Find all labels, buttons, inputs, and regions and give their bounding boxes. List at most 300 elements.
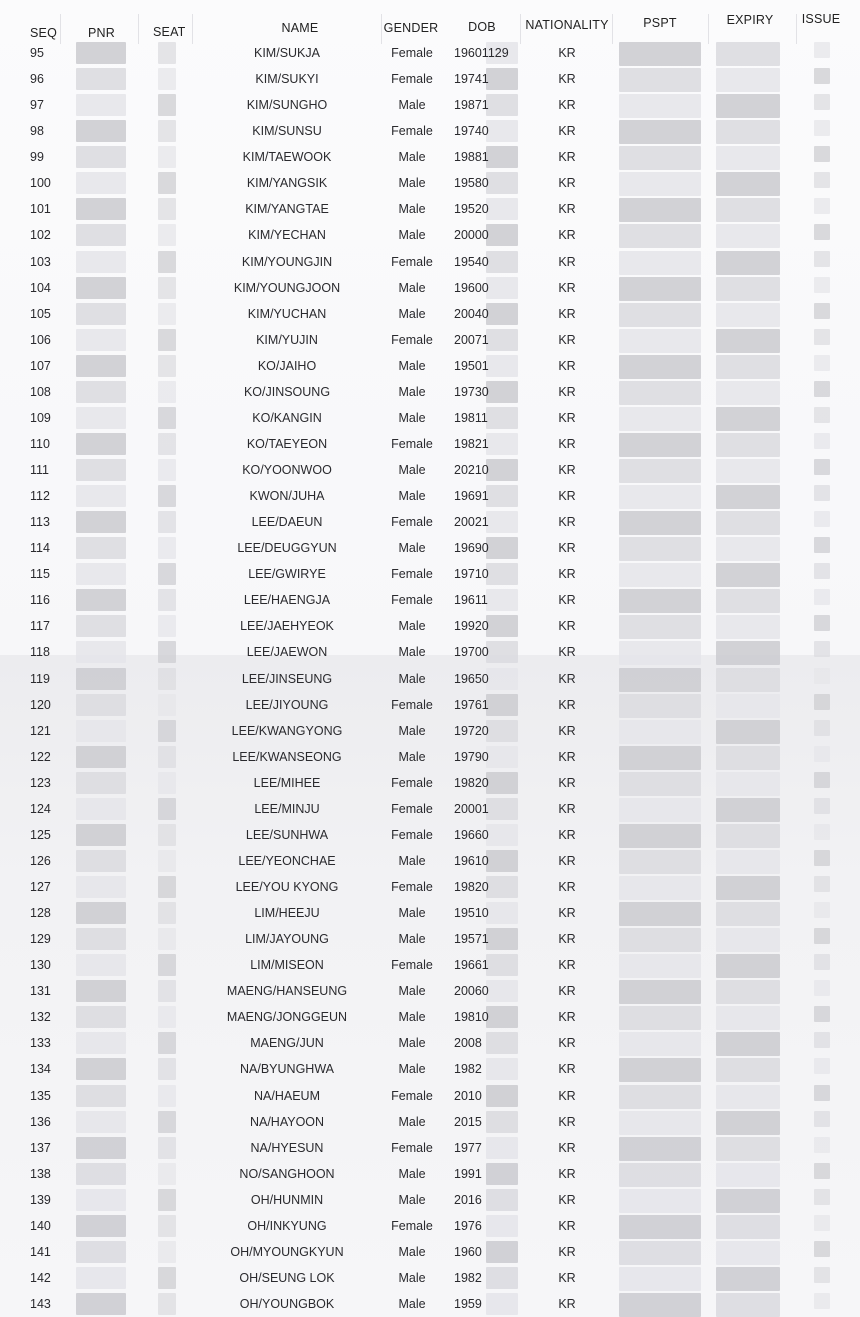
nationality-cell: KR xyxy=(558,463,576,477)
header-seat: SEAT xyxy=(153,25,186,39)
gender-cell: Male xyxy=(398,1244,426,1259)
nationality-cell: KR xyxy=(558,1192,576,1207)
name-cell: LEE/DEUGGYUN xyxy=(237,541,337,556)
nationality-cell: KR xyxy=(558,1010,576,1025)
seq-cell: 97 xyxy=(30,98,44,113)
nationality-cell: KR xyxy=(558,280,576,295)
gender-cell: Male xyxy=(398,1192,426,1207)
dob-cell: 1960 xyxy=(454,1244,482,1259)
nationality-cell: KR xyxy=(558,593,576,608)
name-cell: LEE/JIYOUNG xyxy=(245,697,329,712)
nationality-cell: KR xyxy=(558,671,576,686)
table-row xyxy=(0,202,860,222)
name-cell: KO/TAEYEON xyxy=(246,436,328,451)
seq-cell: 131 xyxy=(30,984,51,999)
dob-cell: 19650 xyxy=(454,671,489,686)
header-issue: ISSUE xyxy=(801,12,841,26)
seq-cell: 114 xyxy=(30,541,50,556)
name-cell: OH/YOUNGBOK xyxy=(239,1297,335,1311)
nationality-cell: KR xyxy=(558,436,576,451)
gender-cell: Male xyxy=(398,306,426,321)
nationality-cell: KR xyxy=(558,723,576,738)
seq-cell: 107 xyxy=(30,358,51,373)
gender-cell: Female xyxy=(391,1088,433,1103)
nationality-cell: KR xyxy=(558,1244,576,1259)
table-row xyxy=(0,880,860,900)
name-cell: LEE/KWANGYONG xyxy=(231,723,343,738)
gender-cell: Male xyxy=(398,932,426,947)
dob-cell: 19691 xyxy=(454,489,489,504)
gender-cell: Male xyxy=(398,1036,426,1051)
name-cell: KO/JINSOUNG xyxy=(243,384,331,399)
table-row xyxy=(0,854,860,874)
nationality-cell: KR xyxy=(558,801,576,816)
table-row xyxy=(0,1297,860,1317)
gender-cell: Male xyxy=(398,463,426,477)
seq-cell: 102 xyxy=(30,228,51,243)
name-cell: KWON/JUHA xyxy=(249,489,325,504)
table-row xyxy=(0,255,860,275)
nationality-cell: KR xyxy=(558,384,576,399)
table-row xyxy=(0,724,860,744)
name-cell: KIM/SUKYI xyxy=(255,72,319,87)
table-row xyxy=(0,150,860,170)
nationality-cell: KR xyxy=(558,1140,576,1155)
seq-cell: 101 xyxy=(30,202,51,217)
table-row xyxy=(0,411,860,431)
nationality-cell: KR xyxy=(558,176,576,191)
gender-cell: Male xyxy=(398,1010,426,1025)
name-cell: KIM/TAEWOOK xyxy=(242,150,332,165)
gender-cell: Female xyxy=(391,46,433,60)
seq-cell: 135 xyxy=(30,1088,51,1103)
nationality-cell: KR xyxy=(558,1114,576,1129)
table-row xyxy=(0,281,860,301)
gender-cell: Male xyxy=(398,984,426,999)
gender-cell: Male xyxy=(398,280,426,295)
gender-cell: Female xyxy=(391,72,433,87)
dob-cell: 19811 xyxy=(454,410,488,425)
seq-cell: 124 xyxy=(30,801,51,816)
name-cell: LEE/YEONCHAE xyxy=(238,853,336,868)
dob-cell: 1991 xyxy=(454,1166,482,1181)
seq-cell: 112 xyxy=(30,489,50,504)
dob-cell: 19690 xyxy=(454,541,489,556)
nationality-cell: KR xyxy=(558,202,576,217)
table-row xyxy=(0,593,860,613)
name-cell: KIM/YUJIN xyxy=(256,332,318,347)
dob-cell: 1982 xyxy=(454,1062,482,1077)
dob-cell: 20001 xyxy=(454,801,489,816)
table-row xyxy=(0,437,860,457)
gender-cell: Male xyxy=(398,853,426,868)
dob-cell: 1977 xyxy=(454,1140,482,1155)
table-row xyxy=(0,333,860,353)
table-row xyxy=(0,176,860,196)
dob-cell: 20040 xyxy=(454,306,489,321)
name-cell: NA/HAEUM xyxy=(254,1088,320,1103)
gender-cell: Male xyxy=(398,723,426,738)
name-cell: LEE/HAENGJA xyxy=(243,593,331,608)
name-cell: LEE/MINJU xyxy=(254,801,320,816)
dob-cell: 19740 xyxy=(454,124,489,139)
seq-cell: 126 xyxy=(30,853,51,868)
nationality-cell: KR xyxy=(558,46,576,60)
nationality-cell: KR xyxy=(558,410,576,425)
dob-cell: 19610 xyxy=(454,853,489,868)
column-divider xyxy=(612,14,613,44)
dob-cell: 20021 xyxy=(454,515,489,530)
table-row xyxy=(0,906,860,926)
seq-cell: 133 xyxy=(30,1036,51,1051)
dob-cell: 1976 xyxy=(454,1218,482,1233)
column-divider xyxy=(796,14,797,44)
seq-cell: 121 xyxy=(30,723,51,738)
dob-cell: 19520 xyxy=(454,202,489,217)
table-row xyxy=(0,46,860,66)
name-cell: LEE/JAEWON xyxy=(246,645,328,660)
gender-cell: Female xyxy=(391,254,433,269)
nationality-cell: KR xyxy=(558,958,576,973)
seq-cell: 99 xyxy=(30,150,44,165)
gender-cell: Male xyxy=(398,671,426,686)
name-cell: OH/INKYUNG xyxy=(247,1218,327,1233)
gender-cell: Male xyxy=(398,150,426,165)
gender-cell: Female xyxy=(391,567,433,582)
gender-cell: Male xyxy=(398,906,426,921)
name-cell: KO/KANGIN xyxy=(252,410,322,425)
dob-cell: 19600 xyxy=(454,280,489,295)
seq-cell: 98 xyxy=(30,124,44,139)
header-pnr: PNR xyxy=(88,26,115,40)
name-cell: MAENG/JONGGEUN xyxy=(226,1010,348,1025)
nationality-cell: KR xyxy=(558,1166,576,1181)
table-row xyxy=(0,385,860,405)
table-row xyxy=(0,463,860,483)
seq-cell: 127 xyxy=(30,880,51,894)
gender-cell: Female xyxy=(391,775,433,790)
seq-cell: 138 xyxy=(30,1166,51,1181)
gender-cell: Male xyxy=(398,202,426,217)
table-row xyxy=(0,567,860,587)
name-cell: NA/HYESUN xyxy=(250,1140,324,1155)
nationality-cell: KR xyxy=(558,697,576,712)
column-divider xyxy=(708,14,709,44)
nationality-cell: KR xyxy=(558,306,576,321)
name-cell: LEE/DAEUN xyxy=(251,515,323,530)
table-row xyxy=(0,1245,860,1265)
dob-cell: 19510 xyxy=(454,906,489,921)
nationality-cell: KR xyxy=(558,98,576,113)
nationality-cell: KR xyxy=(558,827,576,842)
seq-cell: 141 xyxy=(30,1244,51,1259)
name-cell: KO/JAIHO xyxy=(257,358,317,373)
table-row xyxy=(0,776,860,796)
nationality-cell: KR xyxy=(558,1297,576,1311)
table-row xyxy=(0,1271,860,1291)
seq-cell: 139 xyxy=(30,1192,51,1207)
gender-cell: Female xyxy=(391,1218,433,1233)
nationality-cell: KR xyxy=(558,932,576,947)
header-expiry: EXPIRY xyxy=(726,13,774,27)
seq-cell: 110 xyxy=(30,436,50,451)
name-cell: KIM/SUNSU xyxy=(252,124,322,139)
table-row xyxy=(0,1010,860,1030)
seq-cell: 108 xyxy=(30,384,51,399)
nationality-cell: KR xyxy=(558,254,576,269)
table-row xyxy=(0,489,860,509)
nationality-cell: KR xyxy=(558,124,576,139)
seq-cell: 123 xyxy=(30,775,51,790)
header-gender: GENDER xyxy=(383,21,439,35)
gender-cell: Female xyxy=(391,958,433,973)
seq-cell: 117 xyxy=(30,619,50,634)
table-row xyxy=(0,698,860,718)
table-row xyxy=(0,359,860,379)
nationality-cell: KR xyxy=(558,619,576,634)
name-cell: LIM/JAYOUNG xyxy=(245,932,329,947)
gender-cell: Female xyxy=(391,827,433,842)
name-cell: OH/SEUNG LOK xyxy=(239,1270,335,1285)
name-cell: NA/HAYOON xyxy=(249,1114,325,1129)
seq-cell: 119 xyxy=(30,671,50,686)
seq-cell: 142 xyxy=(30,1270,51,1285)
seq-cell: 130 xyxy=(30,958,51,973)
gender-cell: Male xyxy=(398,1270,426,1285)
header-pspt: PSPT xyxy=(643,16,677,30)
name-cell: LEE/YOU KYONG xyxy=(235,880,339,894)
seq-cell: 105 xyxy=(30,306,51,321)
dob-cell: 2010 xyxy=(454,1088,482,1103)
gender-cell: Female xyxy=(391,332,433,347)
gender-cell: Male xyxy=(398,645,426,660)
dob-cell: 19881 xyxy=(454,150,489,165)
gender-cell: Male xyxy=(398,1166,426,1181)
header-seq: SEQ xyxy=(30,26,57,40)
dob-cell: 19810 xyxy=(454,1010,489,1025)
dob-cell: 19601129 xyxy=(454,46,509,60)
dob-cell: 19920 xyxy=(454,619,489,634)
nationality-cell: KR xyxy=(558,1218,576,1233)
nationality-cell: KR xyxy=(558,332,576,347)
dob-cell: 1959 xyxy=(454,1297,482,1311)
table-row xyxy=(0,932,860,952)
dob-cell: 19501 xyxy=(454,358,489,373)
seq-cell: 136 xyxy=(30,1114,51,1129)
name-cell: KIM/YOUNGJIN xyxy=(241,254,333,269)
table-row xyxy=(0,515,860,535)
table-row xyxy=(0,984,860,1004)
dob-cell: 19571 xyxy=(454,932,489,947)
nationality-cell: KR xyxy=(558,150,576,165)
dob-cell: 19741 xyxy=(454,72,489,87)
table-row xyxy=(0,72,860,92)
gender-cell: Female xyxy=(391,1140,433,1155)
dob-cell: 19871 xyxy=(454,98,489,113)
gender-cell: Male xyxy=(398,384,426,399)
name-cell: KIM/YECHAN xyxy=(248,228,326,243)
dob-cell: 19790 xyxy=(454,749,489,764)
name-cell: KIM/YANGTAE xyxy=(245,202,329,217)
table-row xyxy=(0,958,860,978)
seq-cell: 122 xyxy=(30,749,51,764)
table-row xyxy=(0,124,860,144)
table-row xyxy=(0,228,860,248)
seq-cell: 111 xyxy=(30,463,50,477)
column-divider xyxy=(520,14,521,44)
nationality-cell: KR xyxy=(558,1036,576,1051)
seq-cell: 106 xyxy=(30,332,51,347)
seq-cell: 129 xyxy=(30,932,51,947)
nationality-cell: KR xyxy=(558,541,576,556)
name-cell: LEE/JINSEUNG xyxy=(241,671,333,686)
seq-cell: 113 xyxy=(30,515,50,530)
seq-cell: 96 xyxy=(30,72,44,87)
dob-cell: 20071 xyxy=(454,332,489,347)
dob-cell: 19580 xyxy=(454,176,489,191)
nationality-cell: KR xyxy=(558,645,576,660)
name-cell: NO/SANGHOON xyxy=(239,1166,335,1181)
table-row xyxy=(0,802,860,822)
name-cell: LEE/KWANSEONG xyxy=(232,749,342,764)
seq-cell: 125 xyxy=(30,827,51,842)
name-cell: LIM/MISEON xyxy=(250,958,324,973)
table-row xyxy=(0,1089,860,1109)
table-row xyxy=(0,645,860,665)
nationality-cell: KR xyxy=(558,984,576,999)
seq-cell: 134 xyxy=(30,1062,51,1077)
nationality-cell: KR xyxy=(558,853,576,868)
name-cell: LEE/JAEHYEOK xyxy=(240,619,334,634)
nationality-cell: KR xyxy=(558,72,576,87)
gender-cell: Female xyxy=(391,697,433,712)
gender-cell: Male xyxy=(398,1297,426,1311)
dob-cell: 19730 xyxy=(454,384,489,399)
gender-cell: Female xyxy=(391,801,433,816)
seq-cell: 95 xyxy=(30,46,44,60)
seq-cell: 140 xyxy=(30,1218,51,1233)
name-cell: NA/BYUNGHWA xyxy=(240,1062,334,1077)
name-cell: MAENG/HANSEUNG xyxy=(226,984,348,999)
dob-cell: 20060 xyxy=(454,984,489,999)
gender-cell: Male xyxy=(398,489,426,504)
dob-cell: 19710 xyxy=(454,567,489,582)
header-dob: DOB xyxy=(468,20,496,34)
seq-cell: 104 xyxy=(30,280,51,295)
gender-cell: Male xyxy=(398,749,426,764)
gender-cell: Male xyxy=(398,176,426,191)
name-cell: OH/HUNMIN xyxy=(250,1192,324,1207)
dob-cell: 20210 xyxy=(454,463,489,477)
seq-cell: 116 xyxy=(30,593,50,608)
dob-cell: 20000 xyxy=(454,228,489,243)
table-row xyxy=(0,307,860,327)
dob-cell: 19540 xyxy=(454,254,489,269)
nationality-cell: KR xyxy=(558,567,576,582)
name-cell: KIM/SUNGHO xyxy=(246,98,328,113)
nationality-cell: KR xyxy=(558,1270,576,1285)
name-cell: KO/YOONWOO xyxy=(242,463,332,477)
table-row xyxy=(0,1141,860,1161)
column-divider xyxy=(60,14,61,44)
gender-cell: Male xyxy=(398,1062,426,1077)
gender-cell: Male xyxy=(398,1114,426,1129)
gender-cell: Male xyxy=(398,98,426,113)
name-cell: KIM/YANGSIK xyxy=(246,176,328,191)
name-cell: LEE/MIHEE xyxy=(253,775,321,790)
gender-cell: Female xyxy=(391,515,433,530)
name-cell: KIM/YOUNGJOON xyxy=(233,280,341,295)
column-divider xyxy=(192,14,193,44)
dob-cell: 19761 xyxy=(454,697,489,712)
table-row xyxy=(0,672,860,692)
name-cell: LEE/GWIRYE xyxy=(248,567,326,582)
gender-cell: Male xyxy=(398,619,426,634)
dob-cell: 19820 xyxy=(454,880,489,894)
dob-cell: 19661 xyxy=(454,958,489,973)
dob-cell: 19700 xyxy=(454,645,489,660)
seq-cell: 100 xyxy=(30,176,51,191)
name-cell: MAENG/JUN xyxy=(250,1036,324,1051)
seq-cell: 128 xyxy=(30,906,51,921)
header-nationality: NATIONALITY xyxy=(525,18,609,32)
nationality-cell: KR xyxy=(558,775,576,790)
name-cell: LIM/HEEJU xyxy=(254,906,320,921)
nationality-cell: KR xyxy=(558,1062,576,1077)
table-row xyxy=(0,1167,860,1187)
seq-cell: 109 xyxy=(30,410,51,425)
table-row xyxy=(0,1219,860,1239)
dob-cell: 1982 xyxy=(454,1270,482,1285)
table-row xyxy=(0,1193,860,1213)
nationality-cell: KR xyxy=(558,489,576,504)
table-row xyxy=(0,1036,860,1056)
table-row xyxy=(0,541,860,561)
table-row xyxy=(0,828,860,848)
name-cell: LEE/SUNHWA xyxy=(245,827,329,842)
dob-cell: 19820 xyxy=(454,775,489,790)
nationality-cell: KR xyxy=(558,749,576,764)
table-row xyxy=(0,98,860,118)
gender-cell: Male xyxy=(398,541,426,556)
seq-cell: 132 xyxy=(30,1010,51,1025)
seq-cell: 137 xyxy=(30,1140,51,1155)
nationality-cell: KR xyxy=(558,880,576,894)
gender-cell: Male xyxy=(398,228,426,243)
table-row xyxy=(0,750,860,770)
name-cell: KIM/YUCHAN xyxy=(247,306,327,321)
seq-cell: 115 xyxy=(30,567,50,582)
seq-cell: 143 xyxy=(30,1297,51,1311)
dob-cell: 2008 xyxy=(454,1036,482,1051)
gender-cell: Male xyxy=(398,358,426,373)
gender-cell: Female xyxy=(391,880,433,894)
nationality-cell: KR xyxy=(558,1088,576,1103)
name-cell: KIM/SUKJA xyxy=(254,46,320,60)
nationality-cell: KR xyxy=(558,228,576,243)
column-divider xyxy=(381,14,382,44)
table-row xyxy=(0,1115,860,1135)
seq-cell: 120 xyxy=(30,697,51,712)
dob-cell: 19611 xyxy=(454,593,488,608)
header-name: NAME xyxy=(281,21,319,35)
dob-cell: 2016 xyxy=(454,1192,482,1207)
seq-cell: 103 xyxy=(30,254,51,269)
seq-cell: 118 xyxy=(30,645,50,660)
column-divider xyxy=(138,14,139,44)
nationality-cell: KR xyxy=(558,515,576,530)
gender-cell: Female xyxy=(391,436,433,451)
